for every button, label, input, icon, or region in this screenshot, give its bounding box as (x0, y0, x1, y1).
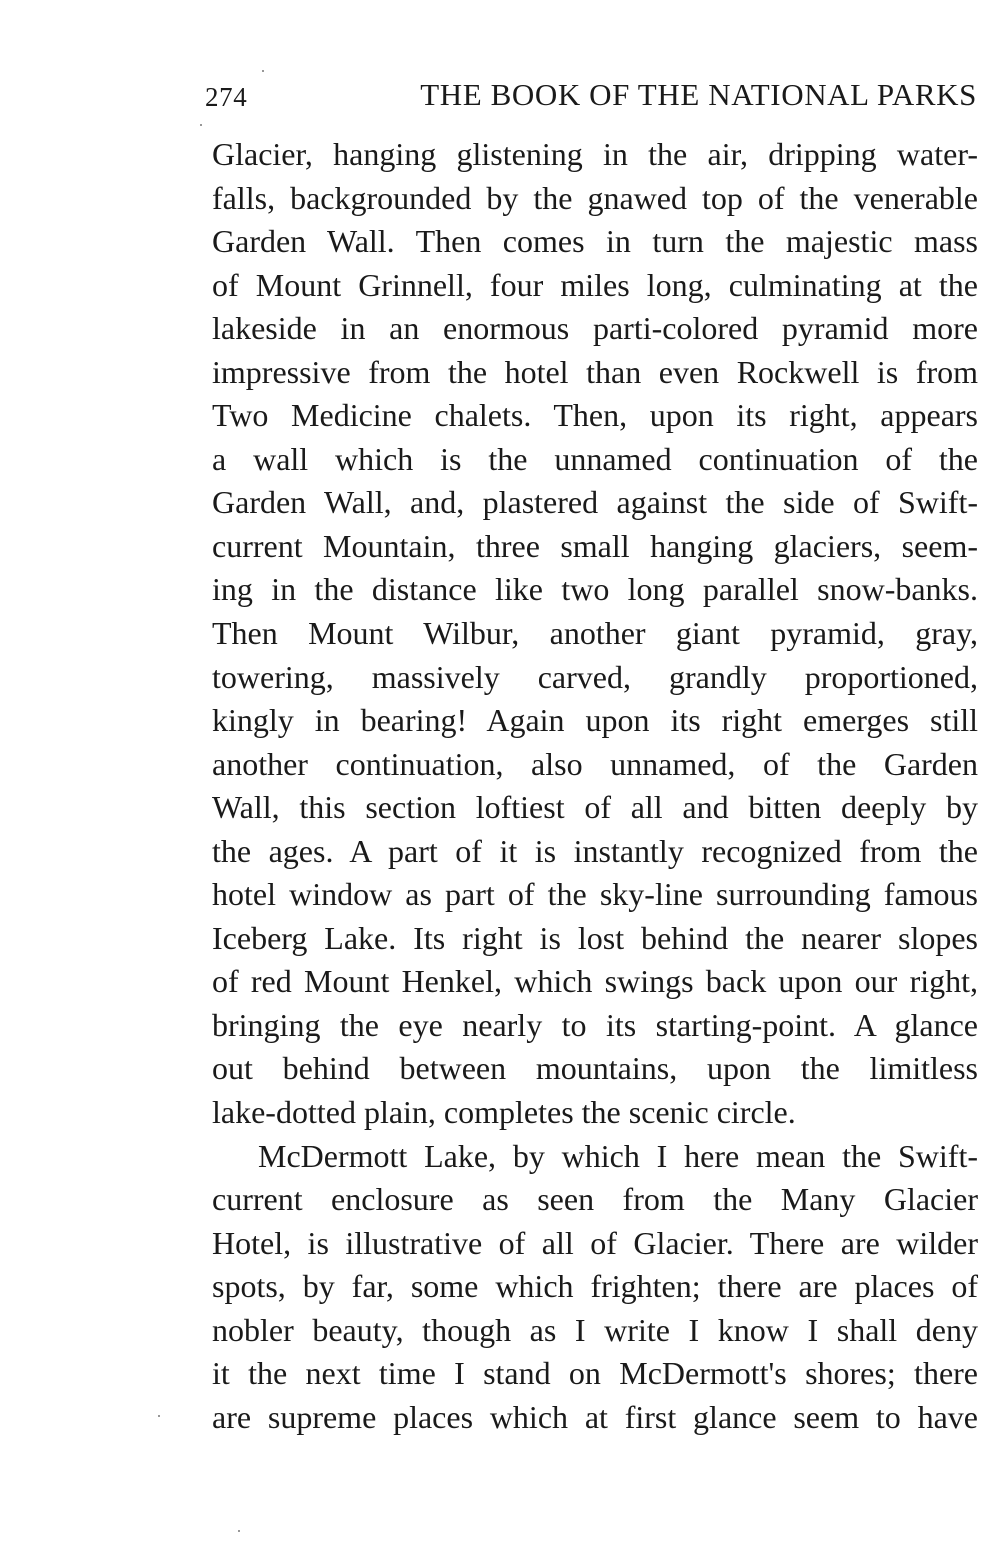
text-line: impressive from the hotel than even Rockwell is from (212, 353, 978, 390)
text-line: the ages. A part of it is instantly recognized from the (212, 832, 978, 869)
text-line: Wall, this section loftiest of all and bitten deeply by (212, 789, 978, 826)
running-head (205, 72, 977, 118)
text-line: Glacier, hanging glistening in the air, dripping water- (212, 136, 978, 172)
text-line: a wall which is the unnamed continuation of the (212, 440, 978, 477)
text-line: Garden Wall. Then comes in turn the majestic mass (212, 223, 978, 260)
scan-speck (158, 1415, 160, 1417)
paragraph-last-line: lake-dotted plain, completes the scenic circle. (212, 1094, 796, 1131)
text-line: nobler beauty, though as I write I know I shall deny (212, 1311, 978, 1348)
running-title: THE BOOK OF THE NATIONAL PARKS (420, 77, 977, 112)
scan-speck (200, 124, 202, 126)
text-line: Iceberg Lake. Its right is lost behind the nearer slopes (212, 919, 978, 956)
text-line: falls, backgrounded by the gnawed top of the venerable (212, 179, 978, 216)
page-number: 274 (205, 82, 248, 112)
text-line: hotel window as part of the sky-line surrounding famous (212, 876, 978, 913)
body-text (212, 133, 978, 1439)
text-line: lakeside in an enormous parti-colored pyramid more (212, 310, 978, 347)
text-line: bringing the eye nearly to its starting-point. A glance (212, 1006, 978, 1043)
text-line: another continuation, also unnamed, of the Garden (212, 745, 978, 782)
text-line: ing in the distance like two long parallel snow-banks. (212, 571, 978, 608)
text-line: Hotel, is illustrative of all of Glacier. There are wilder (212, 1224, 978, 1261)
text-line: current enclosure as seen from the Many Glacier (212, 1181, 978, 1218)
text-line: Two Medicine chalets. Then, upon its right, appears (212, 397, 978, 434)
paragraph-first-line: McDermott Lake, by which I here mean the Swift- (258, 1137, 978, 1174)
text-line: Garden Wall, and, plastered against the side of Swift- (212, 484, 978, 521)
text-line: Then Mount Wilbur, another giant pyramid, gray, (212, 615, 978, 652)
text-line: are supreme places which at first glance seem to have (212, 1398, 978, 1435)
scan-speck (238, 1530, 240, 1532)
text-line: spots, by far, some which frighten; there are places of (212, 1268, 978, 1305)
text-line: current Mountain, three small hanging glaciers, seem- (212, 527, 978, 564)
text-line: it the next time I stand on McDermott's shores; there (212, 1355, 978, 1392)
scan-speck (262, 70, 264, 72)
text-line: kingly in bearing! Again upon its right emerges still (212, 702, 978, 739)
text-line: towering, massively carved, grandly proportioned, (212, 658, 978, 695)
text-line: out behind between mountains, upon the limitless (212, 1050, 978, 1087)
text-line: of Mount Grinnell, four miles long, culminating at the (212, 266, 978, 303)
text-line: of red Mount Henkel, which swings back upon our right, (212, 963, 978, 1000)
